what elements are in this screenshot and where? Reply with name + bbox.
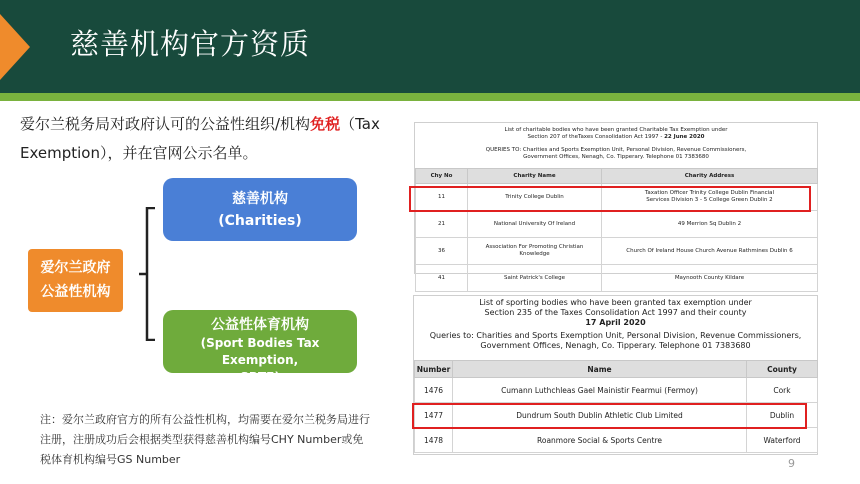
highlight-dundrum-row: [412, 403, 807, 429]
table-row: 36 Association For Promoting Christian Knowledge Church Of Ireland House Church Avenue Rathmines Dublin 6: [416, 238, 818, 265]
intro-text: [20, 110, 390, 168]
t2-header-number: Number: [415, 361, 453, 378]
sport-box-line3: SBTE): [240, 370, 280, 384]
intro-text-before: 爱尔兰税务局对政府认可的公益性组织/机构: [20, 115, 311, 133]
t2-header-county: County: [747, 361, 818, 378]
t1-header-chy-no: Chy No: [416, 169, 468, 184]
gov-box-line2: 公益性机构: [40, 284, 111, 300]
charities-box-line1: 慈善机构: [232, 191, 288, 207]
bracket-connector: [133, 207, 163, 341]
charities-box-line2: (Charities): [218, 213, 302, 229]
t1-header-charity-address: Charity Address: [602, 169, 818, 184]
table-row: 1478 Roanmore Social & Sports Centre Waterford: [415, 428, 818, 453]
gov-box-line1: 爱尔兰政府: [40, 260, 111, 276]
sport-bodies-box: [163, 310, 357, 384]
table-row: 1476 Cumann Luthchleas Gael Mainistir Fearmui (Fermoy) Cork: [415, 378, 818, 403]
table-row: 21 National University Of Ireland 49 Merrion Sq Dublin 2: [416, 211, 818, 238]
intro-text-after: （Tax Exemption），并在官网公示名单。: [20, 115, 380, 162]
header-stripe: [0, 93, 860, 101]
table-row: 1477 Dundrum South Dublin Athletic Club Limited Dublin: [415, 403, 818, 428]
page-title: 慈善机构官方资质: [70, 27, 311, 61]
footnote: 注：爱尔兰政府官方的所有公益性机构，均需要在爱尔兰税务局进行注册，注册成功后会根据类型获得慈善机构编号CHY Number或免税体育机构编号GS Number: [40, 413, 370, 466]
t2-caption: List of sporting bodies who have been granted tax exemption under Section 235 of the Taxes Consolidation Act 1997 and their county 17 April 2020: [479, 298, 752, 327]
sport-box-line2: (Sport Bodies Tax Exemption,: [200, 336, 320, 367]
t2-queries: Queries to: Charities and Sports Exemption Unit, Personal Division, Revenue Commissioners, Government Offices, Nenagh, Co. Tipperary. Telephone 01 7383680: [429, 331, 802, 350]
sport-box-line1: 公益性体育机构: [211, 317, 309, 333]
t1-header-charity-name: Charity Name: [468, 169, 602, 184]
t1-caption: List of charitable bodies who have been granted Charitable Tax Exemption under Section 207 of theTaxes Consolidation Act 1997 - 22 June 2020: [504, 127, 728, 140]
intro-highlight: 免税: [310, 115, 341, 133]
table-row: 41 Saint Patrick's College Maynooth County Kildare: [416, 265, 818, 292]
t2-header-name: Name: [453, 361, 747, 378]
charities-box: [163, 178, 357, 241]
header-accent-arrow: [0, 14, 30, 80]
highlight-trinity-row: [409, 186, 811, 212]
gov-public-body-box: [28, 249, 123, 312]
t1-queries: QUERIES TO: Charities and Sports Exemption Unit, Personal Division, Revenue Commissioners, Government Offices, Nenagh, Co. Tipperary. Telephone 01 7383680: [485, 147, 747, 160]
page-number: 9: [788, 457, 795, 470]
header-bar: [0, 0, 860, 93]
table-row: 11 Trinity College Dublin Taxation Officer Trinity College Dublin Financial Services Division 3 - 5 College Green Dublin 2: [416, 184, 818, 211]
sport-bodies-table-image: [413, 295, 818, 455]
